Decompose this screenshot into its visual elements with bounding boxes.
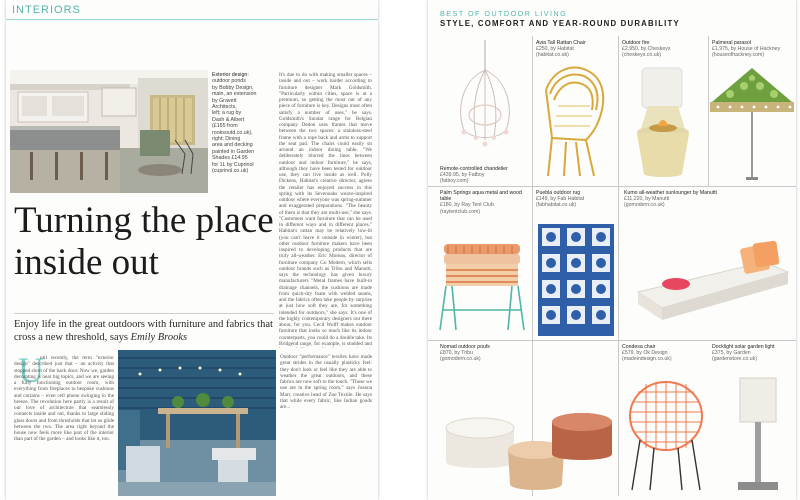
product-name: Avia Tall Rattan Chair (536, 40, 586, 46)
kitchen-photo (10, 70, 208, 193)
grid-divider (618, 36, 619, 496)
byline: Emily Brooks (130, 332, 188, 343)
drop-cap: U (18, 350, 44, 390)
caption-line: by Gravett (212, 97, 237, 104)
table-photo (436, 218, 530, 336)
caption-line: rooksoutd.co.uk), (212, 129, 253, 136)
caption-line: main, an extension (212, 91, 257, 98)
product-name: Condesa chair (622, 344, 656, 350)
product-source: (madeindesign.co.uk) (622, 356, 672, 363)
product-source: (fabhabitat.co.uk) (536, 202, 577, 209)
divider (14, 313, 274, 314)
standfirst (14, 318, 276, 344)
poufs-photo (436, 400, 618, 496)
caption-line: for 1L by Cuprinol (212, 161, 254, 168)
product-source: (raytentclub.com) (440, 208, 481, 215)
caption-line: (£165 from (212, 123, 238, 130)
product-price: £870, by Tribu (440, 350, 473, 357)
product-name: Puebla outdoor rug (536, 190, 581, 196)
product-price: £149, by Fab Habitat (536, 196, 585, 203)
feature-heading: STYLE, COMFORT AND YEAR-ROUND DURABILITY (440, 19, 680, 28)
chandelier-photo (442, 40, 528, 165)
caption-line: area and decking (212, 142, 253, 149)
product-price: £375, by Garden (712, 350, 751, 357)
sunlounger-photo (624, 222, 792, 336)
product-source: (gomodern.co.uk) (440, 356, 481, 363)
product-caption (622, 40, 704, 59)
product-price: £250, by Habitat (536, 46, 574, 53)
section-label: INTERIORS (12, 4, 81, 16)
grid-divider (428, 340, 796, 341)
body-column-top: It's due to do with making smaller spaces – inside and out – work harder according to furniture designer Mark Goldsmith. "Particularly within cities, space is at a premium, so getting the most out of any piece of furniture is key. Designs must often satisfy a number of uses," he says. Goldsmith's Sundar range for Belgian company Dedon uses frames that move between the two spaces: a stainless-steel frame with a rope back and arms to support the seat pad. The chairs could easily sit around an indoor dining table. "We deliberately blurred the lines between outdoor and indoor furniture," he says, although they have been tested for outdoor use, they can live inside as well. Polly Dickens, Habitat's creative director, agrees the retailer has enjoyed success in this spring with its Sevenoaks weave-inspired outdoor where everyone was spring-summer and exaggerated preparations. "The beauty of them is that they are multi-use," she says. "Customers want furniture that can be used in different ways and in different places." Habitat's rattan may be relatively low-lit (you can't leave it outside in winter), but other outdoor furniture makers have been inspired to developing products that are truly all-weather. Eric Moreau, director of furniture company Go Modern, which sells outdoor brands such as Tribu and Manutti, says the technology has given luxury manufacturers "Metal frames have built-in drainage channels, the cushions are made from quick-dry foam with welded seams, and the fabrics often take people by surprise at just how soft they are, for something intended for outdoors," she says. It's one of the highly contemporary designers out there about, for you. Cecil Wolff makes outdoor furniture that looks so much like its indoor counterparts, you could do a double take. Its Bridgend range, for example, is studded and (279, 72, 372, 347)
product-price: £579, by Ok Design (622, 350, 668, 357)
left-page (6, 0, 378, 500)
product-caption (712, 40, 794, 59)
product-caption (536, 190, 618, 209)
product-name: Kumo all-weather sunlounger by Manutti (624, 190, 717, 196)
condesa-chair-photo (624, 372, 708, 496)
standfirst-text: Enjoy life in the great outdoors with furniture and fabrics that cross a new threshold, says (14, 319, 273, 343)
grid-divider (428, 186, 796, 187)
product-price: £2,950, by Cheskeys (622, 46, 671, 53)
product-source: (houseofhackney.com) (712, 52, 765, 59)
product-source: (cheskeys.co.uk) (622, 52, 661, 59)
product-name: Docklight solar garden light (712, 344, 775, 350)
product-caption (440, 166, 528, 185)
body-column-right: Outdoor "performance" textiles have made great strides in the usually plasticky feel: they don't look or feel like they are able to weather the great outdoors, and these fabrics are now soft to the touch. "Those we use are in the spring room," says Joanna Marr, creative head of Zoe Textile. He says that while every fabric, like Indian goods are... (280, 354, 372, 410)
parasol-photo (710, 62, 794, 182)
product-price: £180, by Ray Tent Club (440, 202, 494, 209)
product-source: (habitat.co.uk) (536, 52, 569, 59)
product-price: £11,220, by Manutti (624, 196, 670, 203)
body-column-left: ntil recently, the term "exterior design" described just that – an activity that stopped short of the back door. Now we, garden decorating is near big topics, and we are seeing a fully functioning outdoor room, with everything from fireplaces to bespoke cushions and curtains – even cell phone swinging in the breeze. The revolution here partly is a result of our love of architecture that seamlessly connects inside and out, thanks to large sliding glass doors and from thresholds that let us glide between the two. The area right beyond the house now feels more like part of the interior than part of the garden – and looks like it, too. (14, 355, 114, 443)
product-price: £439.95, by Fatboy (440, 172, 485, 179)
caption-line: Exterior design: (212, 72, 249, 78)
caption-line: Dash & Albert (212, 116, 245, 123)
photo-caption (212, 72, 276, 175)
product-name: Remote-controlled chandelier (440, 166, 508, 172)
rattan-chair-photo (536, 60, 614, 180)
product-source: (fatboy.com) (440, 178, 469, 185)
grid-divider (708, 36, 709, 186)
right-page (428, 0, 796, 500)
product-source: (gomodern.co.uk) (624, 202, 665, 209)
product-name: Nomad outdoor poufs (440, 344, 490, 350)
rug-photo (538, 224, 614, 336)
section-header (6, 2, 378, 20)
caption-line: (cuprinol.co.uk) (212, 168, 249, 175)
caption-line: right; Dining (212, 136, 241, 143)
caption-line: left; a rug by (212, 110, 242, 117)
caption-line: painted in Garden (212, 148, 255, 155)
outdoor-fire-photo (622, 62, 704, 182)
caption-line: Architects, (212, 104, 237, 111)
headline: Turning the place inside out (14, 200, 274, 283)
product-name: Outdoor fire (622, 40, 650, 46)
feature-kicker: BEST OF OUTDOOR LIVING (440, 9, 568, 18)
garden-photo (118, 350, 276, 496)
product-name: Palmeral parasol (712, 40, 751, 46)
product-name: Palm Springs aqua metal and wood table (440, 190, 522, 203)
caption-line: by Bobby Design, (212, 84, 254, 91)
product-caption (440, 190, 530, 215)
product-caption (712, 344, 794, 363)
caption-line: Shades £14.95 (212, 155, 248, 162)
product-source: (gardenstore.co.uk) (712, 356, 757, 363)
product-caption (536, 40, 618, 59)
product-caption (440, 344, 530, 363)
product-price: £1,975, by House of Hackney (712, 46, 781, 53)
caption-line: outdoor ponds (212, 78, 246, 85)
product-caption (622, 344, 704, 363)
product-caption (624, 190, 784, 209)
garden-light-photo (728, 372, 788, 496)
